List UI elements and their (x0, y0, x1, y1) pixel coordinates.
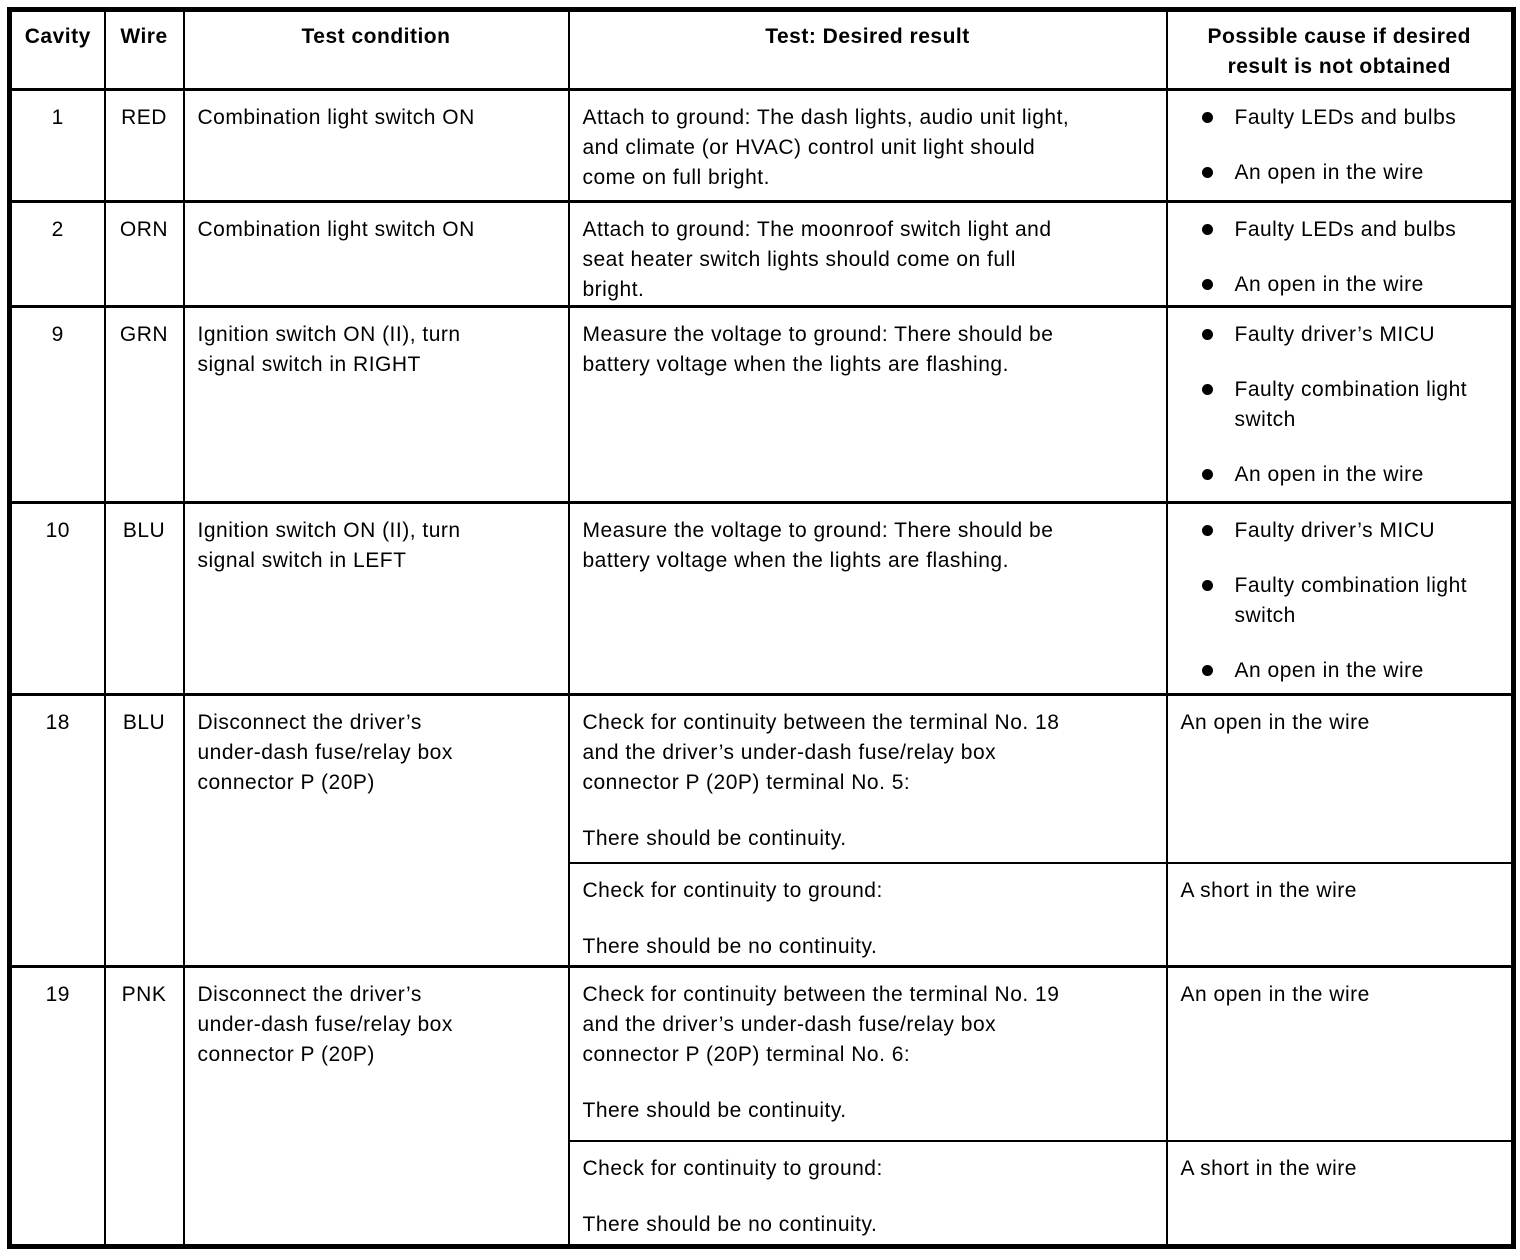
cause-list (1202, 516, 1504, 686)
cause-item (1202, 320, 1504, 350)
result-cell (569, 863, 1167, 967)
cause-text: Faulty driver’s MICU (1234, 323, 1436, 346)
cause-text: Faulty driver’s MICU (1234, 519, 1436, 542)
cavity-cell: 19 (10, 967, 105, 1247)
condition-cell (184, 695, 569, 967)
condition-cell (184, 307, 569, 503)
cause-cell (1167, 863, 1514, 967)
table-header-row (10, 10, 1514, 90)
condition-text: Disconnect the driver’s under-dash fuse/relay box connector P (20P) (197, 711, 453, 794)
cause-text: An open in the wire (1234, 161, 1424, 184)
result-cell (569, 307, 1167, 503)
cause-cell (1167, 307, 1514, 503)
result-cell (569, 202, 1167, 307)
result-expected-text: There should be continuity. (582, 827, 847, 850)
cause-item (1202, 215, 1504, 245)
result-expected-text: There should be no continuity. (582, 1212, 878, 1236)
header-possible-cause (1167, 10, 1514, 90)
table-row (10, 967, 1514, 1141)
header-cavity: Cavity (10, 10, 105, 90)
result-text: Measure the voltage to ground: There should be battery voltage when the lights are flashing. (582, 323, 1054, 376)
wire-test-table (7, 7, 1516, 1249)
cause-list (1202, 215, 1504, 300)
bullet-icon (1202, 665, 1213, 676)
condition-cell (184, 503, 569, 695)
cause-cell (1167, 503, 1514, 695)
wire-cell: BLU (105, 503, 184, 695)
bullet-icon (1202, 329, 1213, 340)
condition-text: Combination light switch ON (197, 106, 475, 129)
result-text: Check for continuity between the terminal No. 19 and the driver’s under-dash fuse/relay box connector P (20P) terminal No. 6: (582, 983, 1060, 1066)
cause-item (1202, 270, 1504, 300)
result-cell (569, 1141, 1167, 1247)
cause-item (1202, 158, 1504, 188)
table-row (10, 307, 1514, 503)
cause-cell (1167, 695, 1514, 863)
bullet-icon (1202, 384, 1213, 395)
bullet-icon (1202, 279, 1213, 290)
cavity-cell: 1 (10, 90, 105, 202)
cavity-cell: 10 (10, 503, 105, 695)
condition-cell (184, 967, 569, 1247)
cause-text: Faulty combination light switch (1234, 574, 1468, 627)
cause-list (1202, 320, 1504, 490)
bullet-icon (1202, 167, 1213, 178)
cause-text: Faulty LEDs and bulbs (1234, 106, 1457, 129)
cause-cell (1167, 1141, 1514, 1247)
header-wire: Wire (105, 10, 184, 90)
bullet-icon (1202, 469, 1213, 480)
condition-cell (184, 90, 569, 202)
wire-cell: RED (105, 90, 184, 202)
cause-text: An open in the wire (1234, 273, 1424, 296)
cause-cell (1167, 967, 1514, 1141)
cause-text: An open in the wire (1234, 463, 1424, 486)
wire-cell: PNK (105, 967, 184, 1247)
result-cell (569, 967, 1167, 1141)
bullet-icon (1202, 580, 1213, 591)
table-row (10, 202, 1514, 307)
wire-cell: ORN (105, 202, 184, 307)
cause-item (1202, 375, 1504, 435)
cause-text: Faulty LEDs and bulbs (1234, 218, 1457, 241)
result-text: Check for continuity to ground: (582, 878, 883, 902)
result-cell (569, 503, 1167, 695)
result-cell (569, 695, 1167, 863)
result-cell (569, 90, 1167, 202)
table-row (10, 90, 1514, 202)
cause-text: An open in the wire (1180, 711, 1370, 734)
bullet-icon (1202, 112, 1213, 123)
table-row (10, 503, 1514, 695)
condition-cell (184, 202, 569, 307)
cause-cell (1167, 90, 1514, 202)
condition-text: Ignition switch ON (II), turn signal switch in LEFT (197, 519, 461, 572)
wire-cell: BLU (105, 695, 184, 967)
result-text: Measure the voltage to ground: There should be battery voltage when the lights are flashing. (582, 519, 1054, 572)
cause-list (1202, 103, 1504, 188)
cause-item (1202, 656, 1504, 686)
result-expected-text: There should be continuity. (582, 1099, 847, 1122)
condition-text: Ignition switch ON (II), turn signal switch in RIGHT (197, 323, 461, 376)
result-text: Check for continuity to ground: (582, 1156, 883, 1180)
cause-item (1202, 103, 1504, 133)
cause-item (1202, 460, 1504, 490)
table-row (10, 695, 1514, 863)
result-text: Check for continuity between the terminal No. 18 and the driver’s under-dash fuse/relay box connector P (20P) terminal No. 5: (582, 711, 1060, 794)
bullet-icon (1202, 525, 1213, 536)
condition-text: Combination light switch ON (197, 218, 475, 241)
header-desired-result: Test: Desired result (569, 10, 1167, 90)
wire-cell: GRN (105, 307, 184, 503)
result-text: Attach to ground: The moonroof switch light and seat heater switch lights should come on full bright. (582, 218, 1052, 301)
result-expected-text: There should be no continuity. (582, 934, 878, 958)
cause-text: A short in the wire (1180, 878, 1357, 902)
cause-item (1202, 516, 1504, 546)
cavity-cell: 2 (10, 202, 105, 307)
cavity-cell: 9 (10, 307, 105, 503)
condition-text: Disconnect the driver’s under-dash fuse/relay box connector P (20P) (197, 983, 453, 1066)
result-text: Attach to ground: The dash lights, audio unit light, and climate (or HVAC) control unit light should come on full bright. (582, 106, 1070, 189)
cause-cell (1167, 202, 1514, 307)
header-possible-cause-label: Possible cause if desired result is not obtained (1207, 25, 1471, 78)
bullet-icon (1202, 224, 1213, 235)
cause-text: Faulty combination light switch (1234, 378, 1468, 431)
cause-text: An open in the wire (1180, 983, 1370, 1006)
cause-item (1202, 571, 1504, 631)
cause-text: An open in the wire (1234, 659, 1424, 682)
cause-text: A short in the wire (1180, 1156, 1357, 1180)
header-test-condition: Test condition (184, 10, 569, 90)
cavity-cell: 18 (10, 695, 105, 967)
